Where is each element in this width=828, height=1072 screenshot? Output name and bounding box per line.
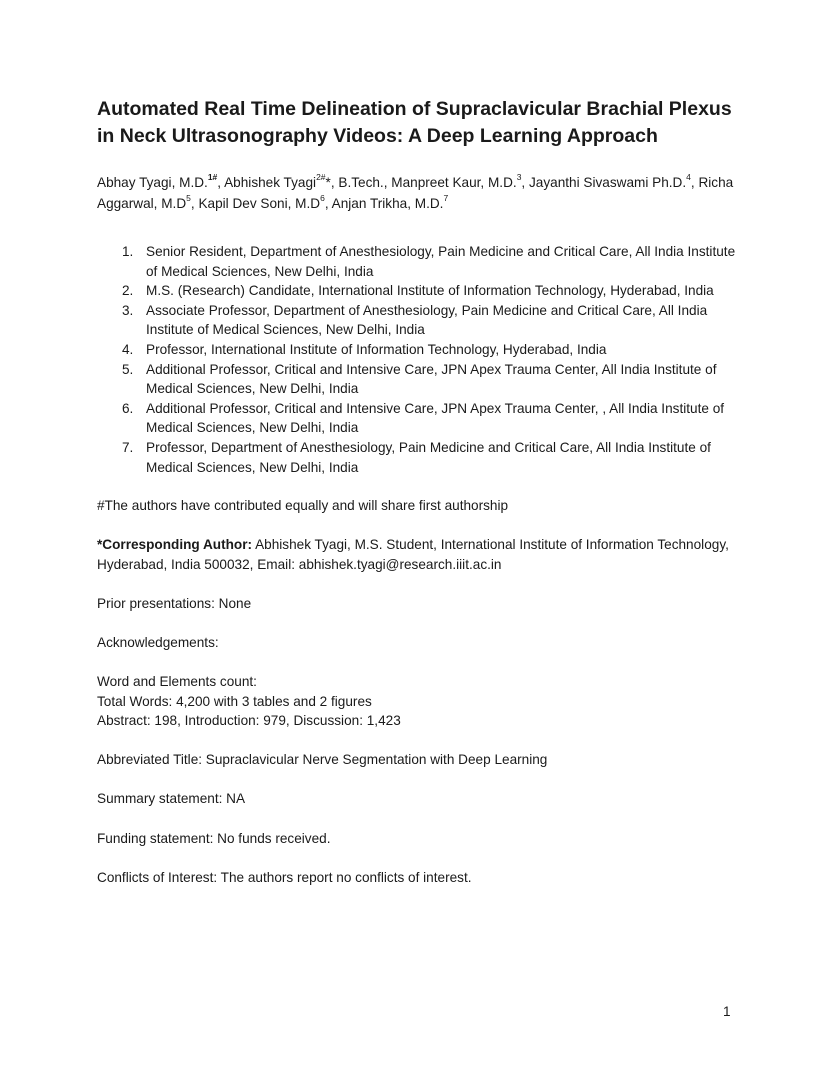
author-affiliation-mark: 5 [186, 192, 191, 203]
author-affiliation-mark: 2# [316, 172, 326, 183]
affiliation-text: Additional Professor, Critical and Intensive Care, JPN Apex Trauma Center, All India Institute of Medical Sciences, New Delhi, India [146, 361, 717, 397]
affiliation-list [97, 242, 737, 477]
affiliation-number: 7. [122, 439, 134, 455]
affiliation-item [97, 360, 737, 399]
author-separator: , [324, 195, 332, 211]
affiliation-text: M.S. (Research) Candidate, International Institute of Information Technology, Hyderabad, India [146, 283, 714, 299]
author-affiliation-mark: 6 [320, 192, 325, 203]
author-separator: , [217, 175, 225, 190]
author-separator: *, B.Tech., [325, 175, 392, 190]
author-separator: , [521, 175, 529, 190]
author-affiliation-mark: 1# [207, 172, 218, 183]
affiliation-number: 3. [122, 302, 134, 318]
author-name: Manpreet Kaur, M.D. [391, 175, 517, 190]
author-separator: , [190, 195, 199, 211]
author-name: Abhay Tyagi, M.D. [97, 175, 208, 190]
author-separator: , [690, 175, 699, 190]
affiliation-number: 4. [122, 341, 134, 357]
word-count-heading: Word and Elements count: [97, 674, 257, 690]
funding-statement: Funding statement: No funds received. [97, 830, 331, 846]
corresponding-author-label: *Corresponding Author: [97, 537, 253, 553]
page-number: 1 [723, 1004, 731, 1019]
author-affiliation-mark: 3 [516, 172, 522, 183]
corresponding-author-text: Abhishek Tyagi, M.S. Student, International Institute of Information Technology, Hyderabad, India 500032, Email: abhishek.tyagi@research.iiit.ac.in [97, 537, 729, 572]
paper-title: Automated Real Time Delineation of Supraclavicular Brachial Plexus in Neck Ultrasonography Videos: A Deep Learning Approach [97, 98, 732, 147]
affiliation-text: Associate Professor, Department of Anesthesiology, Pain Medicine and Critical Care, All India Institute of Medical Sciences, New Delhi, India [146, 302, 708, 338]
affiliation-item [97, 242, 737, 281]
author-name: Abhishek Tyagi [224, 175, 317, 190]
author-affiliation-mark: 7 [443, 192, 449, 203]
affiliation-item [97, 399, 737, 438]
affiliation-number: 2. [122, 283, 134, 299]
author-name: Kapil Dev Soni, M.D [198, 195, 321, 211]
conflicts-of-interest: Conflicts of Interest: The authors report no conflicts of interest. [97, 869, 472, 885]
summary-statement: Summary statement: NA [97, 791, 246, 807]
affiliation-number: 6. [122, 400, 134, 416]
affiliation-item [97, 301, 737, 340]
affiliation-text: Professor, Department of Anesthesiology, Pain Medicine and Critical Care, All India Institute of Medical Sciences, New Delhi, India [146, 439, 711, 475]
title-page [97, 96, 737, 887]
affiliation-number: 1. [122, 244, 134, 259]
affiliation-item [97, 281, 737, 301]
equal-contribution-note: #The authors have contributed equally and will share first authorship [97, 498, 509, 514]
word-count-block [97, 672, 737, 731]
author-name: Anjan Trikha, M.D. [331, 195, 444, 211]
affiliation-text: Professor, International Institute of Information Technology, Hyderabad, India [146, 341, 607, 357]
affiliation-item [97, 340, 737, 360]
author-affiliation-mark: 4 [686, 172, 691, 183]
author-name: Jayanthi Sivaswami Ph.D. [528, 175, 687, 190]
word-count-sections: Abstract: 198, Introduction: 979, Discussion: 1,423 [97, 713, 401, 729]
affiliation-item [97, 438, 737, 477]
acknowledgements: Acknowledgements: [97, 635, 219, 650]
prior-presentations: Prior presentations: None [97, 595, 252, 611]
affiliation-text: Additional Professor, Critical and Intensive Care, JPN Apex Trauma Center, , All India Institute of Medical Sciences, New Delhi, India [146, 400, 725, 436]
abbreviated-title: Abbreviated Title: Supraclavicular Nerve Segmentation with Deep Learning [97, 752, 548, 768]
author-name: Richa Aggarwal, M.D [97, 175, 734, 211]
affiliation-number: 5. [122, 361, 134, 377]
affiliation-text: Senior Resident, Department of Anesthesiology, Pain Medicine and Critical Care, All India Institute of Medical Sciences, New Delhi, India [146, 244, 736, 279]
word-count-total: Total Words: 4,200 with 3 tables and 2 figures [97, 693, 372, 709]
corresponding-author [97, 535, 737, 574]
author-list [97, 173, 737, 214]
